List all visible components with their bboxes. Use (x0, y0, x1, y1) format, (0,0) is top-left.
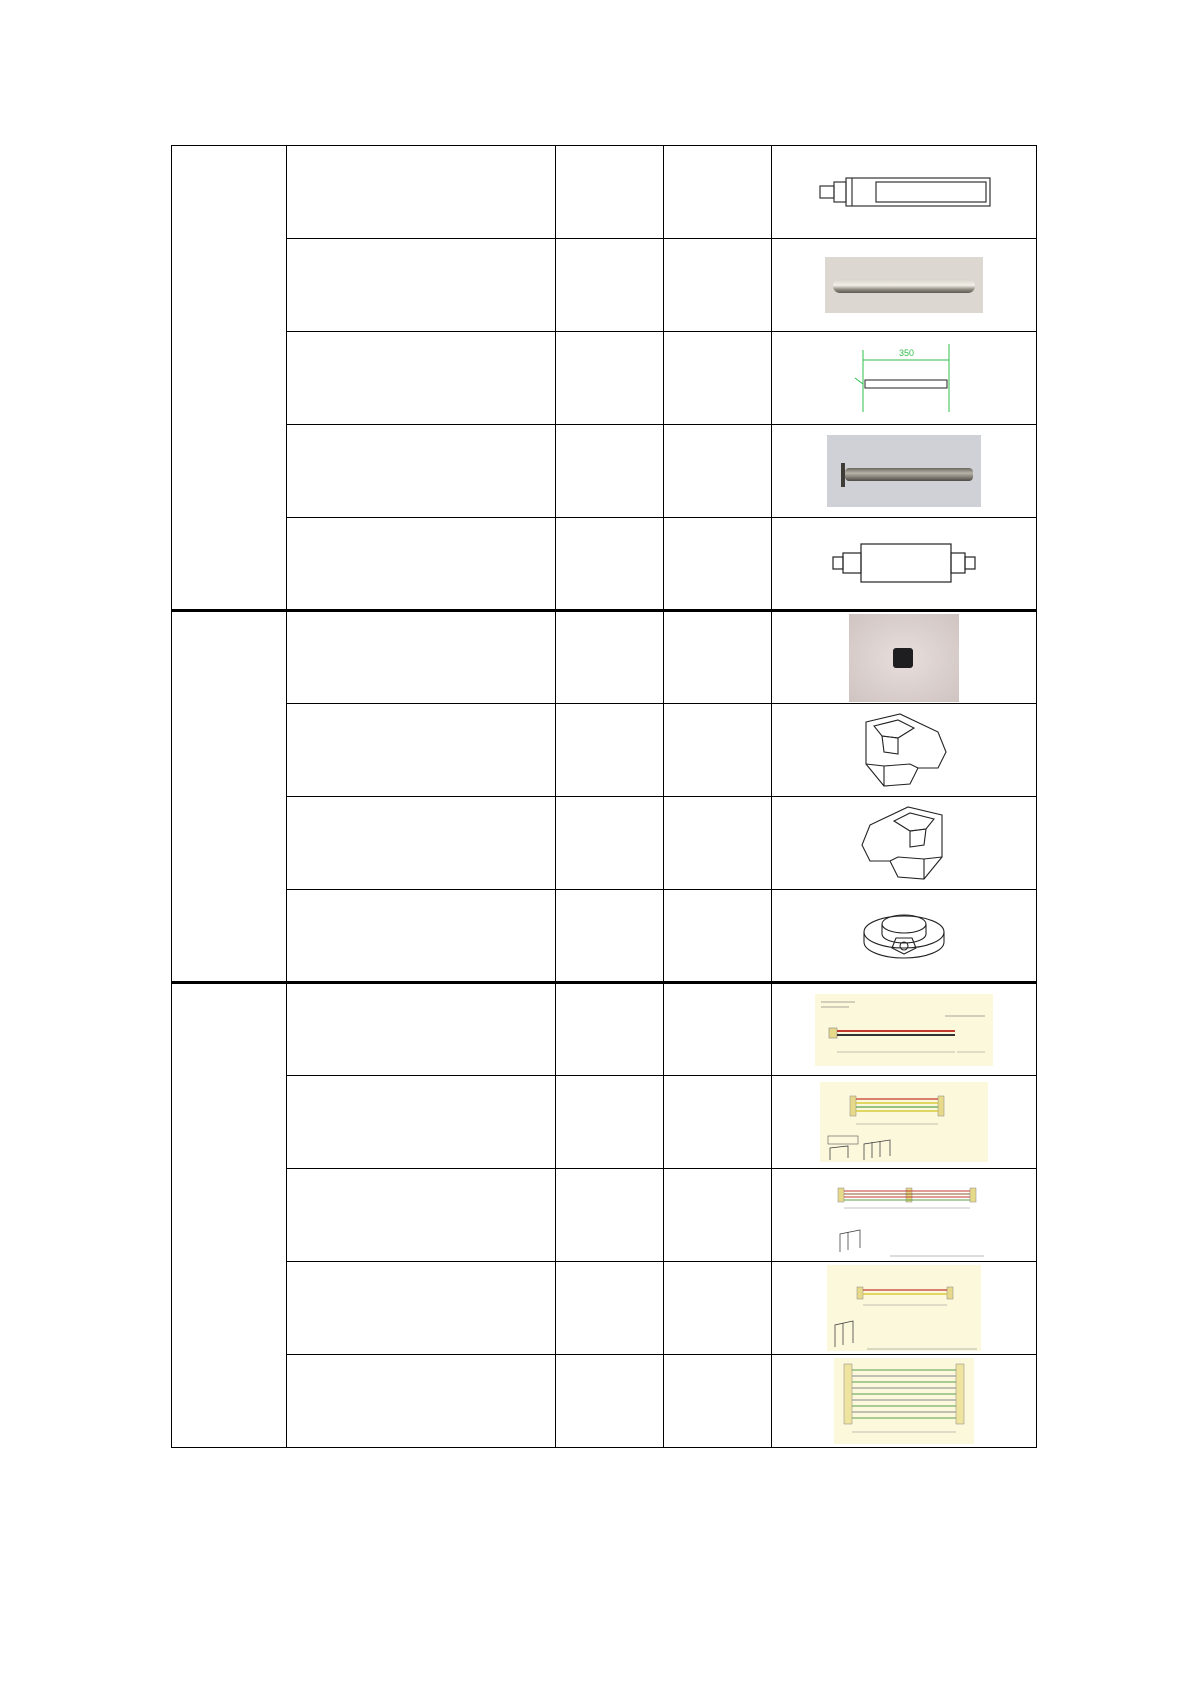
image-cell (772, 1355, 1037, 1448)
image-cell (772, 425, 1037, 518)
table-row (172, 890, 1037, 983)
spec-cell (556, 332, 664, 425)
qty-cell (664, 890, 772, 983)
table-row (172, 797, 1037, 890)
image-cell (772, 797, 1037, 890)
part-name-cell (287, 1169, 556, 1262)
spec-cell (556, 1262, 664, 1355)
qty-cell (664, 1169, 772, 1262)
roller-shaft-drawing-icon (829, 539, 979, 589)
qty-cell (664, 518, 772, 611)
part-name-cell (287, 239, 556, 332)
metal-rod-photo-icon (825, 257, 983, 313)
qty-cell (664, 425, 772, 518)
qty-cell (664, 146, 772, 239)
qty-cell (664, 1076, 772, 1169)
multi-wire-cable-drawing-icon (820, 1082, 988, 1162)
image-cell (772, 1076, 1037, 1169)
spec-cell (556, 611, 664, 704)
part-name-cell (287, 332, 556, 425)
spec-cell (556, 425, 664, 518)
spec-cell (556, 1355, 664, 1448)
part-name-cell (287, 1355, 556, 1448)
parts-table (171, 145, 1037, 1448)
spec-cell (556, 239, 664, 332)
table-row (172, 611, 1037, 704)
shaft-drawing-icon (814, 172, 994, 212)
image-cell (772, 1262, 1037, 1355)
spec-cell (556, 146, 664, 239)
image-cell (772, 518, 1037, 611)
bracket-left-drawing-icon (854, 708, 954, 792)
part-name-cell (287, 1076, 556, 1169)
ribbon-cable-drawing-icon (834, 1358, 974, 1444)
image-cell (772, 983, 1037, 1076)
image-cell (772, 332, 1037, 425)
image-cell (772, 704, 1037, 797)
spec-cell (556, 1169, 664, 1262)
rod-dimension-drawing-icon (849, 340, 959, 416)
short-cable-drawing-icon (827, 1265, 981, 1351)
table-row (172, 518, 1037, 611)
part-name-cell (287, 1262, 556, 1355)
qty-cell (664, 983, 772, 1076)
image-cell (772, 890, 1037, 983)
part-name-cell (287, 518, 556, 611)
image-cell (772, 146, 1037, 239)
flanged-pin-photo-icon (827, 435, 981, 507)
spec-cell (556, 890, 664, 983)
rubber-block-photo-icon (849, 614, 959, 702)
qty-cell (664, 704, 772, 797)
category-cell (172, 983, 287, 1448)
qty-cell (664, 1262, 772, 1355)
qty-cell (664, 1355, 772, 1448)
image-cell (772, 239, 1037, 332)
table-row (172, 1262, 1037, 1355)
part-name-cell (287, 890, 556, 983)
qty-cell (664, 332, 772, 425)
part-name-cell (287, 704, 556, 797)
table-row (172, 983, 1037, 1076)
spec-cell (556, 1076, 664, 1169)
spec-cell (556, 983, 664, 1076)
two-wire-cable-drawing-icon (815, 994, 993, 1066)
svg-text:350: 350 (899, 348, 915, 358)
table-row (172, 146, 1037, 239)
bracket-right-drawing-icon (854, 801, 954, 885)
dual-connector-cable-drawing-icon (820, 1172, 988, 1258)
part-name-cell (287, 146, 556, 239)
part-name-cell (287, 797, 556, 890)
image-cell (772, 1169, 1037, 1262)
qty-cell (664, 239, 772, 332)
qty-cell (664, 611, 772, 704)
round-knob-drawing-icon (854, 894, 954, 978)
spec-cell (556, 518, 664, 611)
category-cell (172, 146, 287, 611)
spec-cell (556, 704, 664, 797)
category-cell (172, 611, 287, 983)
table-row (172, 1076, 1037, 1169)
table-row (172, 704, 1037, 797)
table-row (172, 239, 1037, 332)
table-row (172, 1169, 1037, 1262)
part-name-cell (287, 983, 556, 1076)
table-row (172, 1355, 1037, 1448)
part-name-cell (287, 611, 556, 704)
qty-cell (664, 797, 772, 890)
part-name-cell (287, 425, 556, 518)
spec-cell (556, 797, 664, 890)
image-cell (772, 611, 1037, 704)
table-row (172, 425, 1037, 518)
table-row (172, 332, 1037, 425)
